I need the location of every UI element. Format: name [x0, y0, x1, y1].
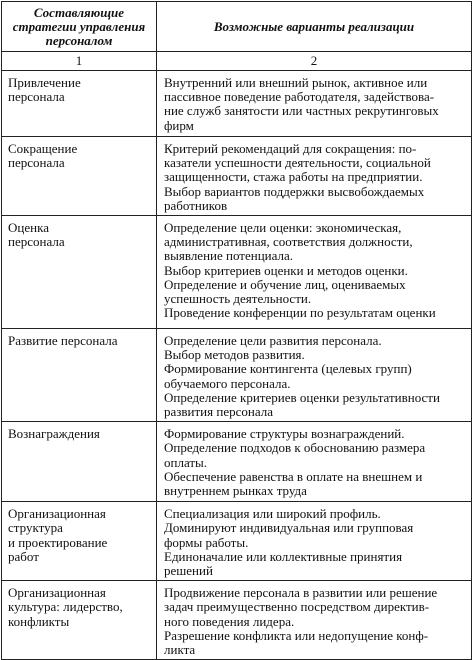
implementation-option-line: казатели успешности деятельности, социальной [164, 155, 431, 171]
implementation-options-cell [157, 581, 472, 660]
implementation-option-line: развития персонала [164, 404, 273, 420]
implementation-option-line: ного поведения лидера. [164, 613, 295, 629]
implementation-option-line: задач преимущественно посредством директив- [164, 599, 430, 615]
table-row [2, 137, 472, 216]
strategy-component-cell [2, 502, 157, 581]
implementation-option-line: Выбор методов развития. [164, 347, 305, 363]
strategy-component-cell [2, 422, 157, 502]
implementation-option-line: защищенности, стажа работы на предприятии. [164, 169, 423, 185]
implementation-option-line: фирм [164, 117, 194, 133]
implementation-option-line: работников [164, 197, 228, 213]
strategy-component-line: персонала [8, 89, 65, 105]
strategy-component-line: работ [8, 548, 39, 564]
header-col2 [157, 2, 472, 52]
strategy-component-cell [2, 71, 157, 137]
implementation-options-cell [157, 137, 472, 216]
implementation-options-cell [157, 329, 472, 422]
table-row [2, 502, 472, 581]
implementation-option-line: пассивное поведение работодателя, задействова- [164, 89, 435, 105]
strategy-component-line: конфликты [8, 613, 70, 629]
implementation-option-line: Доминируют индивидуальная или групповая [164, 520, 414, 536]
implementation-option-line: ликта [164, 642, 196, 658]
implementation-option-line: Формирование структуры вознаграждений. [164, 426, 405, 442]
implementation-option-line: оплаты. [164, 454, 208, 470]
implementation-option-line: решений [164, 563, 213, 579]
header-col2-text: Возможные варианты реализации [213, 18, 415, 34]
implementation-option-line: Выбор вариантов поддержки высвобождаемых [164, 183, 425, 199]
table-row [2, 329, 472, 422]
implementation-option-line: выявление потенциала. [164, 248, 294, 264]
implementation-option-line: Единоначалие или коллективные принятия [164, 548, 403, 564]
header-col1-line: персоналом [45, 32, 113, 48]
strategy-component-line: Оценка [8, 220, 49, 236]
implementation-option-line: Определение подходов к обоснованию размера [164, 440, 426, 456]
strategy-component-cell [2, 329, 157, 422]
strategy-component-cell [2, 137, 157, 216]
implementation-option-line: Определение критериев оценки результативности [164, 389, 440, 405]
header-col1 [2, 2, 157, 52]
strategy-component-line: и проектирование [8, 534, 108, 550]
implementation-option-line: Определение цели развития персонала. [164, 333, 382, 349]
implementation-option-line: обучаемого персонала. [164, 375, 291, 391]
strategy-component-line: культура: лидерство, [8, 599, 123, 615]
implementation-option-line: административная, соответствия должности, [164, 234, 413, 250]
table-row [2, 581, 472, 660]
table-row [2, 422, 472, 502]
header-col1-line: Составляющие [33, 4, 125, 20]
table-body [2, 71, 472, 660]
implementation-option-line: Специализация или широкий профиль. [164, 506, 381, 522]
implementation-option-line: Выбор критериев оценки и методов оценки. [164, 262, 408, 278]
implementation-option-line: Разрешение конфликта или недопущение конф- [164, 627, 429, 643]
implementation-option-line: ние служб занятости или частных рекрутинговых [164, 103, 439, 119]
strategy-component-cell [2, 216, 157, 329]
header-col1-line: стратегии управления [12, 18, 146, 34]
strategy-component-line: Привлечение [8, 75, 81, 90]
strategy-table [1, 1, 472, 660]
implementation-option-line: Определение цели оценки: экономическая, [164, 220, 402, 236]
implementation-options-cell [157, 216, 472, 329]
strategy-component-line: Организационная [8, 506, 106, 522]
implementation-option-line: Обеспечение равенства в оплате на внешнем и [164, 468, 423, 484]
implementation-option-line: Формирование контингента (целевых групп) [164, 361, 412, 377]
implementation-option-line: Проведение конференции по результатам оценки [164, 305, 436, 321]
implementation-options-cell [157, 502, 472, 581]
table-row [2, 71, 472, 137]
strategy-component-line: Развитие персонала [8, 333, 118, 349]
strategy-component-line: структура [8, 520, 63, 536]
implementation-option-line: Продвижение персонала в развитии или решение [164, 585, 438, 601]
strategy-component-line: Вознаграждения [8, 426, 100, 442]
column-number-row [2, 52, 472, 71]
column-number-1: 1 [2, 52, 157, 71]
strategy-component-line: персонала [8, 155, 65, 171]
strategy-component-line: Сокращение [8, 141, 78, 156]
strategy-component-line: персонала [8, 234, 65, 250]
implementation-option-line: успешность деятельности. [164, 291, 312, 307]
table-row [2, 216, 472, 329]
implementation-options-cell [157, 422, 472, 502]
implementation-option-line: формы работы. [164, 534, 249, 550]
implementation-option-line: Определение и обучение лиц, оцениваемых [164, 276, 406, 292]
implementation-options-cell [157, 71, 472, 137]
strategy-component-cell [2, 581, 157, 660]
implementation-option-line: внутреннем рынках труда [164, 483, 307, 499]
strategy-component-line: Организационная [8, 585, 106, 601]
header-row [2, 2, 472, 52]
column-number-2: 2 [157, 52, 472, 71]
implementation-option-line: Внутренний или внешний рынок, активное или [164, 75, 428, 90]
implementation-option-line: Критерий рекомендаций для сокращения: по- [164, 141, 417, 156]
